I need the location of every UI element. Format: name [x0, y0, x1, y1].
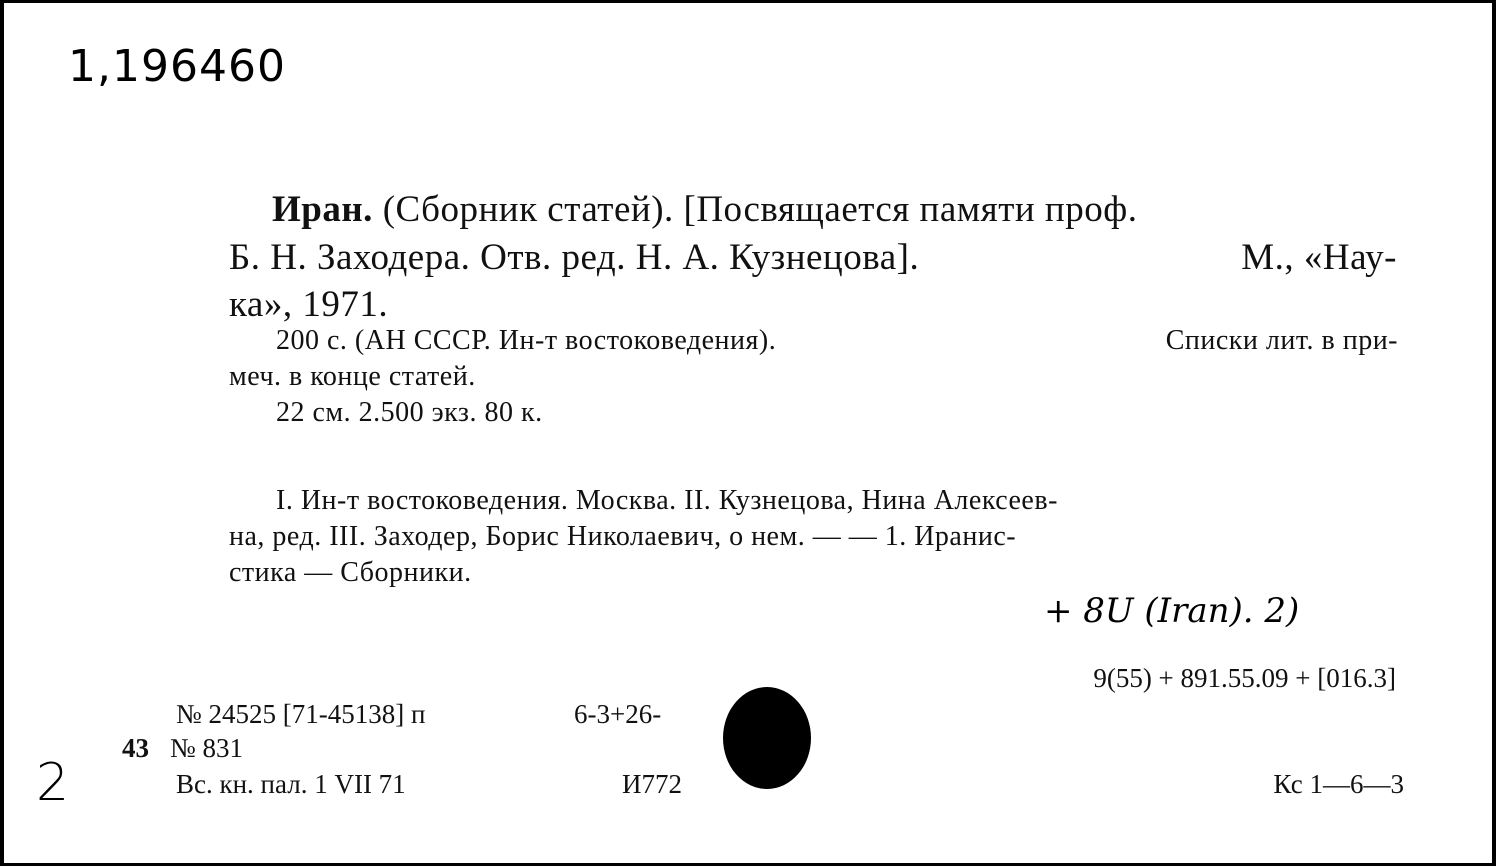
entry-pages: 200 с. (АН СССР. Ин-т востоковедения).	[276, 325, 777, 356]
footer-43: 43	[122, 733, 149, 763]
footer-index-code: И772	[622, 769, 682, 799]
tracings-line-2: на, ред. III. Заходер, Борис Николаевич, о нем. — — 1. Иранис-	[229, 521, 1017, 552]
footer-order-number: № 831	[170, 733, 244, 763]
margin-mark: 2	[36, 753, 70, 813]
classification-index: 9(55) + 891.55.09 + [016.3]	[1093, 663, 1396, 693]
entry-line-2	[229, 236, 1397, 279]
footer-record-number: № 24525 [71-45138] п	[176, 699, 426, 729]
tracings-line-1: I. Ин-т востоковедения. Москва. II. Кузнецова, Нина Алексеев-	[276, 485, 1058, 516]
entry-title: (Сборник статей). [Посвящается памяти проф.	[382, 189, 1138, 230]
footer-ks: Кс 1—6—3	[1273, 769, 1404, 799]
entry-line-4	[276, 325, 1398, 357]
catalog-card	[3, 2, 1493, 864]
entry-notes: Списки лит. в при-	[1165, 325, 1398, 356]
entry-heading: Иран.	[272, 189, 373, 230]
entry-publisher: М., «Нау-	[1241, 237, 1397, 278]
entry-line-1	[272, 188, 1137, 231]
footer-code: 6-3+26-	[574, 699, 662, 729]
tracings-line-3: стика — Сборники.	[229, 557, 472, 588]
entry-line-3: ка», 1971.	[229, 284, 389, 325]
inventory-number: 1,196460	[68, 41, 286, 92]
footer-chamber: Вс. кн. пал. 1 VII 71	[176, 769, 406, 799]
entry-editors: Б. Н. Заходера. Отв. ред. Н. А. Кузнецова].	[229, 237, 920, 278]
punch-hole	[723, 687, 811, 789]
entry-line-6: 22 см. 2.500 экз. 80 к.	[276, 397, 543, 428]
entry-line-5: меч. в конце статей.	[229, 361, 476, 392]
handwritten-note: + 8U (Iran). 2)	[1044, 591, 1300, 631]
